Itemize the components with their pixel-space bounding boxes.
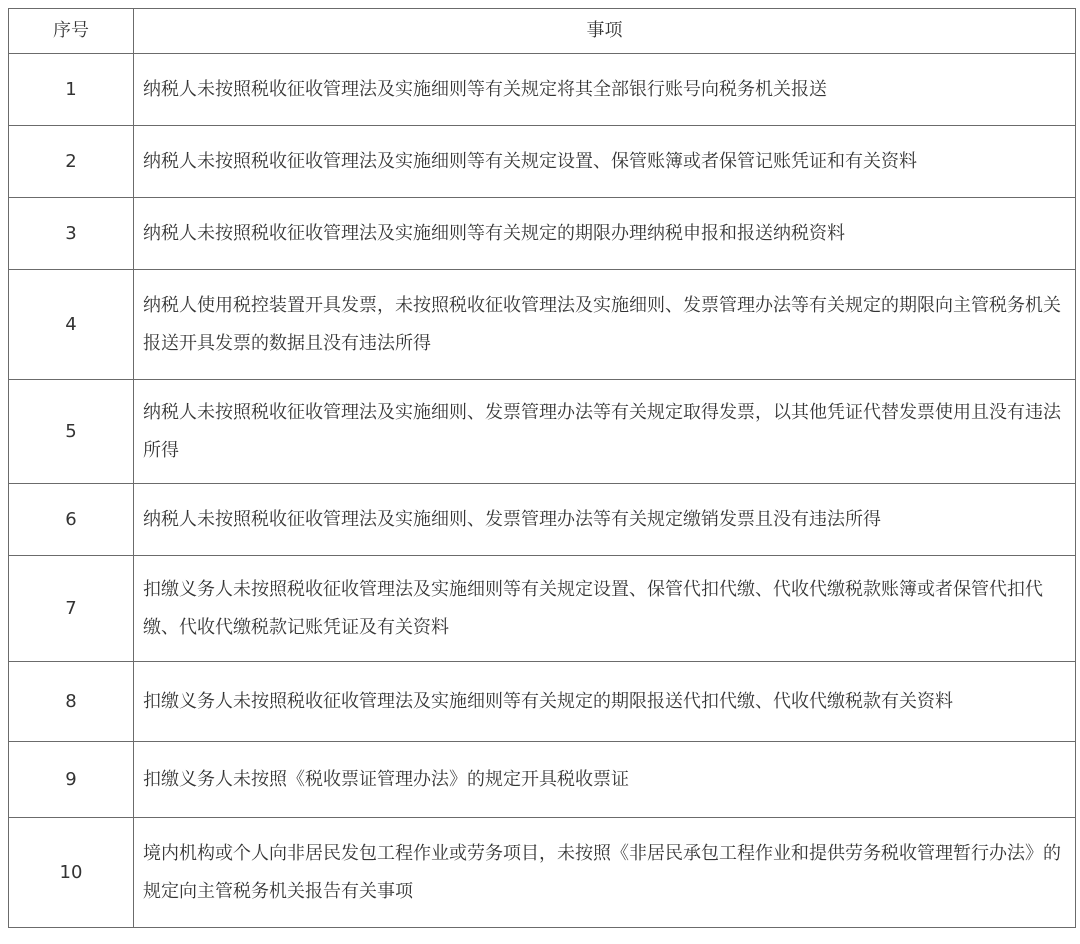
header-serial-number: 序号 xyxy=(9,9,134,54)
row-number: 5 xyxy=(9,380,134,484)
row-matter: 纳税人未按照税收征收管理法及实施细则等有关规定的期限办理纳税申报和报送纳税资料 xyxy=(134,198,1076,270)
table-row xyxy=(9,484,1076,556)
table-row xyxy=(9,126,1076,198)
table-header-row xyxy=(9,9,1076,54)
header-matter: 事项 xyxy=(134,9,1076,54)
row-number: 6 xyxy=(9,484,134,556)
table-row xyxy=(9,556,1076,662)
row-matter: 纳税人使用税控装置开具发票，未按照税收征收管理法及实施细则、发票管理办法等有关规定的期限向主管税务机关报送开具发票的数据且没有违法所得 xyxy=(134,270,1076,380)
row-matter: 纳税人未按照税收征收管理法及实施细则、发票管理办法等有关规定取得发票，以其他凭证代替发票使用且没有违法所得 xyxy=(134,380,1076,484)
row-matter: 扣缴义务人未按照《税收票证管理办法》的规定开具税收票证 xyxy=(134,742,1076,818)
table-row xyxy=(9,270,1076,380)
table-row xyxy=(9,380,1076,484)
row-number: 8 xyxy=(9,662,134,742)
row-number: 10 xyxy=(9,818,134,928)
row-number: 1 xyxy=(9,54,134,126)
row-matter: 境内机构或个人向非居民发包工程作业或劳务项目，未按照《非居民承包工程作业和提供劳务税收管理暂行办法》的规定向主管税务机关报告有关事项 xyxy=(134,818,1076,928)
row-number: 7 xyxy=(9,556,134,662)
row-matter: 扣缴义务人未按照税收征收管理法及实施细则等有关规定设置、保管代扣代缴、代收代缴税款账簿或者保管代扣代缴、代收代缴税款记账凭证及有关资料 xyxy=(134,556,1076,662)
row-number: 2 xyxy=(9,126,134,198)
row-number: 3 xyxy=(9,198,134,270)
matters-table xyxy=(8,8,1076,928)
row-number: 9 xyxy=(9,742,134,818)
table-row xyxy=(9,742,1076,818)
table-row xyxy=(9,54,1076,126)
row-number: 4 xyxy=(9,270,134,380)
table-row xyxy=(9,818,1076,928)
table-row xyxy=(9,198,1076,270)
row-matter: 纳税人未按照税收征收管理法及实施细则等有关规定设置、保管账簿或者保管记账凭证和有关资料 xyxy=(134,126,1076,198)
row-matter: 纳税人未按照税收征收管理法及实施细则、发票管理办法等有关规定缴销发票且没有违法所得 xyxy=(134,484,1076,556)
row-matter: 纳税人未按照税收征收管理法及实施细则等有关规定将其全部银行账号向税务机关报送 xyxy=(134,54,1076,126)
row-matter: 扣缴义务人未按照税收征收管理法及实施细则等有关规定的期限报送代扣代缴、代收代缴税款有关资料 xyxy=(134,662,1076,742)
table-row xyxy=(9,662,1076,742)
